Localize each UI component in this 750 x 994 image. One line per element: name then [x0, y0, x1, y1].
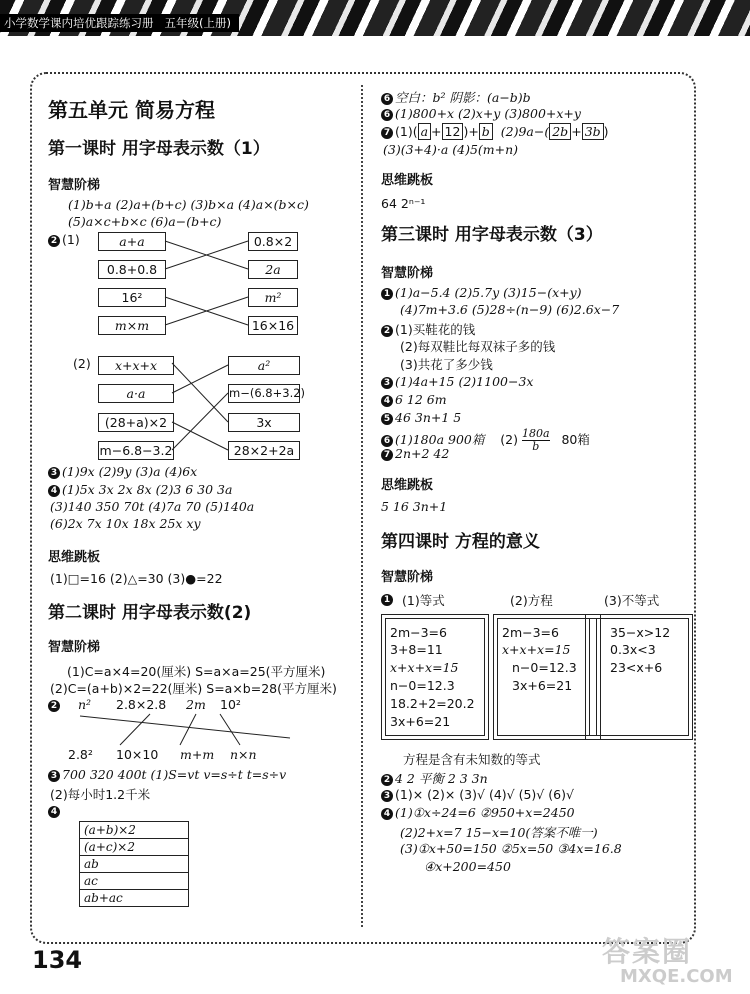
unit-title: 第五单元 简易方程 — [48, 98, 215, 122]
q-number-badge: 2 — [48, 235, 60, 247]
r-q8-box2: 12 — [442, 123, 464, 140]
l1-q4-line3: (6)2x 7x 10x 18x 25x xy — [50, 516, 201, 531]
eq-item: 35−x>12 — [610, 625, 671, 640]
l2-q2-top-1: n² — [78, 697, 92, 712]
l4-q2 — [381, 769, 488, 787]
l3-q2-line1: (1)买鞋花的钱 — [395, 322, 476, 337]
page-number: 134 — [32, 946, 83, 974]
r-section-think: 思维跳板 — [381, 173, 434, 188]
r-q8-p3: (2)9a−( — [500, 124, 550, 139]
q-number-badge: 7 — [381, 127, 393, 139]
r-q8 — [381, 123, 609, 140]
l3-q7 — [381, 446, 449, 461]
l1-q3-text: (1)9x (2)9y (3)a (4)6x — [62, 464, 198, 479]
eq-item: 23<x+6 — [610, 660, 663, 675]
match2-right-1: a² — [228, 356, 300, 375]
match1-right-1: 0.8×2 — [248, 232, 298, 251]
match1-right-4: 16×16 — [248, 316, 298, 335]
l4-q3-text: (1)× (2)× (3)√ (4)√ (5)√ (6)√ — [395, 787, 574, 802]
match1-left-2: 0.8+0.8 — [98, 260, 166, 279]
l1-q2-part1: (1) — [62, 232, 80, 247]
q-number-badge: 3 — [381, 790, 393, 802]
match2-line-4 — [172, 393, 228, 450]
l2-q2-top-4: 10² — [220, 697, 241, 712]
q-number-badge: 4 — [381, 808, 393, 820]
table-cell: ab+ac — [80, 890, 189, 907]
q-number-badge: 3 — [48, 770, 60, 782]
l1-q3 — [48, 464, 197, 479]
l4-q4-line1: (1)①x÷24=6 ②950+x=2450 — [395, 805, 575, 820]
l3-q5-text: 46 3n+1 5 — [395, 410, 462, 425]
q-number-badge: 6 — [381, 435, 393, 447]
lesson4-section-steps: 智慧阶梯 — [381, 570, 434, 585]
q-number-badge: 3 — [381, 377, 393, 389]
book-title: 小学数学课内培优跟踪练习册 — [4, 16, 154, 30]
fraction-denominator: b — [532, 440, 540, 453]
q-number-badge: 5 — [381, 413, 393, 425]
l3-q2 — [381, 320, 475, 338]
eq-item: 18.2+2=20.2 — [390, 696, 475, 711]
q2-line-2 — [120, 714, 150, 745]
r-q7-text: (1)800+x (2)x+y (3)800+x+y — [395, 106, 581, 121]
q2-line-4 — [220, 714, 240, 745]
lesson2-section-steps: 智慧阶梯 — [48, 640, 101, 655]
q-number-badge: 2 — [381, 325, 393, 337]
l3-q2-line3: (3)共花了多少钱 — [400, 357, 493, 372]
l2-q4-badge — [48, 803, 62, 818]
match2-line-2 — [172, 365, 228, 393]
l2-q1-line2: (2)C=(a+b)×2=22(厘米) S=a×b=28(平方厘米) — [50, 681, 337, 696]
l3-q4-text: 6 12 6m — [395, 392, 447, 407]
l3-think-answer: 5 16 3n+1 — [381, 499, 448, 514]
match1-left-4: m×m — [98, 316, 166, 335]
q-number-badge: 1 — [381, 288, 393, 300]
l2-q2-bottom-1: 2.8² — [68, 747, 93, 762]
l1-think-answer: (1)□=16 (2)△=30 (3)●=22 — [50, 571, 223, 586]
l4-q3 — [381, 787, 574, 802]
l2-q3 — [48, 767, 286, 782]
lesson2-title: 第二课时 用字母表示数(2) — [48, 603, 252, 623]
r-q8-plus: + — [431, 124, 442, 139]
q-number-badge: 6 — [381, 109, 393, 121]
match1-left-1: a+a — [98, 232, 166, 251]
q-number-badge: 2 — [381, 774, 393, 786]
lesson1-title: 第一课时 用字母表示数（1） — [48, 139, 270, 159]
table-cell: ac — [80, 873, 189, 890]
lesson4-title: 第四课时 方程的意义 — [381, 532, 540, 552]
watermark-logo: 答案圈 — [602, 935, 693, 968]
eq-item: 3x+6=21 — [512, 678, 573, 693]
match2-left-3: (28+a)×2 — [98, 413, 174, 432]
eq-item: 2m−3=6 — [502, 625, 559, 640]
l4-conclusion: 方程是含有未知数的等式 — [403, 752, 541, 767]
q-number-badge: 6 — [381, 93, 393, 105]
r-q8-box4: 2b — [549, 123, 571, 140]
match2-line-1 — [172, 363, 228, 422]
l4-cat-3: (3)不等式 — [604, 593, 660, 608]
l1-q1-line2: (5)a×c+b×c (6)a−(b+c) — [68, 214, 222, 229]
l2-q4-table — [79, 821, 189, 907]
l4-q4-line3: (3)①x+50=150 ②5x=50 ③4x=16.8 — [400, 841, 622, 856]
match1-right-2: 2a — [248, 260, 298, 279]
lesson1-section-think: 思维跳板 — [48, 550, 101, 565]
l2-q2-top-2: 2.8×2.8 — [116, 697, 167, 712]
watermark-url: MXQE.COM — [620, 966, 733, 987]
l4-cat-2: (2)方程 — [510, 593, 553, 608]
r-think-answer: 64 2ⁿ⁻¹ — [381, 196, 426, 211]
l2-q2-bottom-2: 10×10 — [116, 747, 159, 762]
eq-item: x+x+x=15 — [390, 660, 459, 675]
l4-q4-line4: ④x+200=450 — [424, 859, 511, 874]
l4-q4 — [381, 805, 575, 820]
match1-right-3: m² — [248, 288, 298, 307]
q-number-badge: 7 — [381, 449, 393, 461]
match2-line-3 — [172, 422, 228, 450]
l4-q1-badge — [381, 591, 395, 606]
r-q8-p1: (1)( — [395, 124, 418, 139]
r-q6-text: 空白：b² 阴影：(a−b)b — [395, 90, 531, 105]
r-q8-box5: 3b — [582, 123, 604, 140]
l3-q3-text: (1)4a+15 (2)1100−3x — [395, 374, 534, 389]
table-cell: (a+b)×2 — [80, 822, 189, 839]
l4-cat-1: (1)等式 — [402, 593, 445, 608]
eq-item: x+x+x=15 — [502, 642, 571, 657]
q-number-badge: 2 — [48, 700, 60, 712]
l3-q4 — [381, 392, 447, 407]
r-q8-plus2: + — [571, 124, 582, 139]
l3-q1-line1: (1)a−5.4 (2)5.7y (3)15−(x+y) — [395, 285, 582, 300]
eq-item: 2m−3=6 — [390, 625, 447, 640]
l2-q3-line1: 700 320 400t (1)S=vt v=s÷t t=s÷v — [62, 767, 287, 782]
l3-q5 — [381, 410, 461, 425]
match2-left-2: a·a — [98, 384, 174, 403]
match2-left-1: x+x+x — [98, 356, 174, 375]
l4-q4-line2: (2)2+x=7 15−x=10(答案不唯一) — [400, 825, 598, 840]
r-q6 — [381, 88, 531, 106]
l3-q6-text: (1)180a 900箱 — [395, 432, 485, 447]
r-q8-box1: a — [418, 123, 431, 140]
r-q8-line2: (3)(3+4)·a (4)5(m+n) — [383, 142, 519, 157]
l3-q1-line2: (4)7m+3.6 (5)28÷(n−9) (6)2.6x−7 — [400, 302, 620, 317]
eq-item: 3+8=11 — [390, 642, 443, 657]
table-cell: (a+c)×2 — [80, 839, 189, 856]
l1-q4 — [48, 482, 232, 497]
q-number-badge: 4 — [48, 806, 60, 818]
q-number-badge: 4 — [381, 395, 393, 407]
l2-q2-bottom-3: m+m — [180, 747, 215, 762]
l3-q3 — [381, 374, 533, 389]
table-cell: ab — [80, 856, 189, 873]
l1-q4-line1: (1)5x 3x 2x 8x (2)3 6 30 3a — [62, 482, 233, 497]
match2-right-4: 28×2+2a — [228, 441, 300, 460]
l4-box-inequality — [585, 614, 693, 740]
eq-item: 0.3x<3 — [610, 642, 656, 657]
match2-right-3: 3x — [228, 413, 300, 432]
l1-q2-part2: (2) — [73, 356, 91, 371]
l3-q6-part3: 80箱 — [561, 432, 590, 447]
match2-left-4: m−6.8−3.2 — [99, 443, 173, 458]
lesson3-title: 第三课时 用字母表示数（3） — [381, 225, 603, 245]
l3-q6-fraction — [522, 428, 550, 453]
fraction-numerator: 180a — [521, 427, 550, 440]
q-number-badge: 3 — [48, 467, 60, 479]
l3-q2-line2: (2)每双鞋比每双袜子多的钱 — [400, 339, 556, 354]
lesson3-section-steps: 智慧阶梯 — [381, 266, 434, 281]
q-number-badge: 1 — [381, 594, 393, 606]
l1-q1-line1: (1)b+a (2)a+(b+c) (3)b×a (4)a×(b×c) — [68, 197, 309, 212]
eq-item: 3x+6=21 — [390, 714, 451, 729]
l4-q2-text: 4 2 平衡 2 3 3n — [395, 771, 488, 786]
match2-right-2: m−(6.8+3.2) — [228, 384, 300, 403]
lesson1-section-steps: 智慧阶梯 — [48, 178, 101, 193]
l1-q4-line2: (3)140 350 70t (4)7a 70 (5)140a — [50, 499, 255, 514]
l3-q7-text: 2n+2 42 — [395, 446, 450, 461]
r-q8-box3: b — [479, 123, 493, 140]
l2-q1-line1: (1)C=a×4=20(厘米) S=a×a=25(平方厘米) — [67, 664, 326, 679]
l3-q6-part2: (2) — [500, 432, 518, 447]
r-q7 — [381, 106, 581, 121]
eq-item: n−0=12.3 — [512, 660, 577, 675]
l2-q3-line2: (2)每小时1.2千米 — [50, 787, 151, 802]
l4-box-equality — [381, 614, 489, 740]
lesson3-section-think: 思维跳板 — [381, 478, 434, 493]
r-q8-p2: )+ — [463, 124, 479, 139]
eq-item: n−0=12.3 — [390, 678, 455, 693]
l2-q2-bottom-4: n×n — [230, 747, 257, 762]
l2-q2-badge — [48, 697, 62, 712]
l3-q1 — [381, 285, 582, 300]
grade-label: 五年级(上册) — [164, 16, 231, 30]
q-number-badge: 4 — [48, 485, 60, 497]
r-q8-p4: ) — [603, 124, 609, 139]
l2-q2-top-3: 2m — [186, 697, 206, 712]
q2-line-3 — [180, 714, 196, 745]
match1-left-3: 16² — [98, 288, 166, 307]
